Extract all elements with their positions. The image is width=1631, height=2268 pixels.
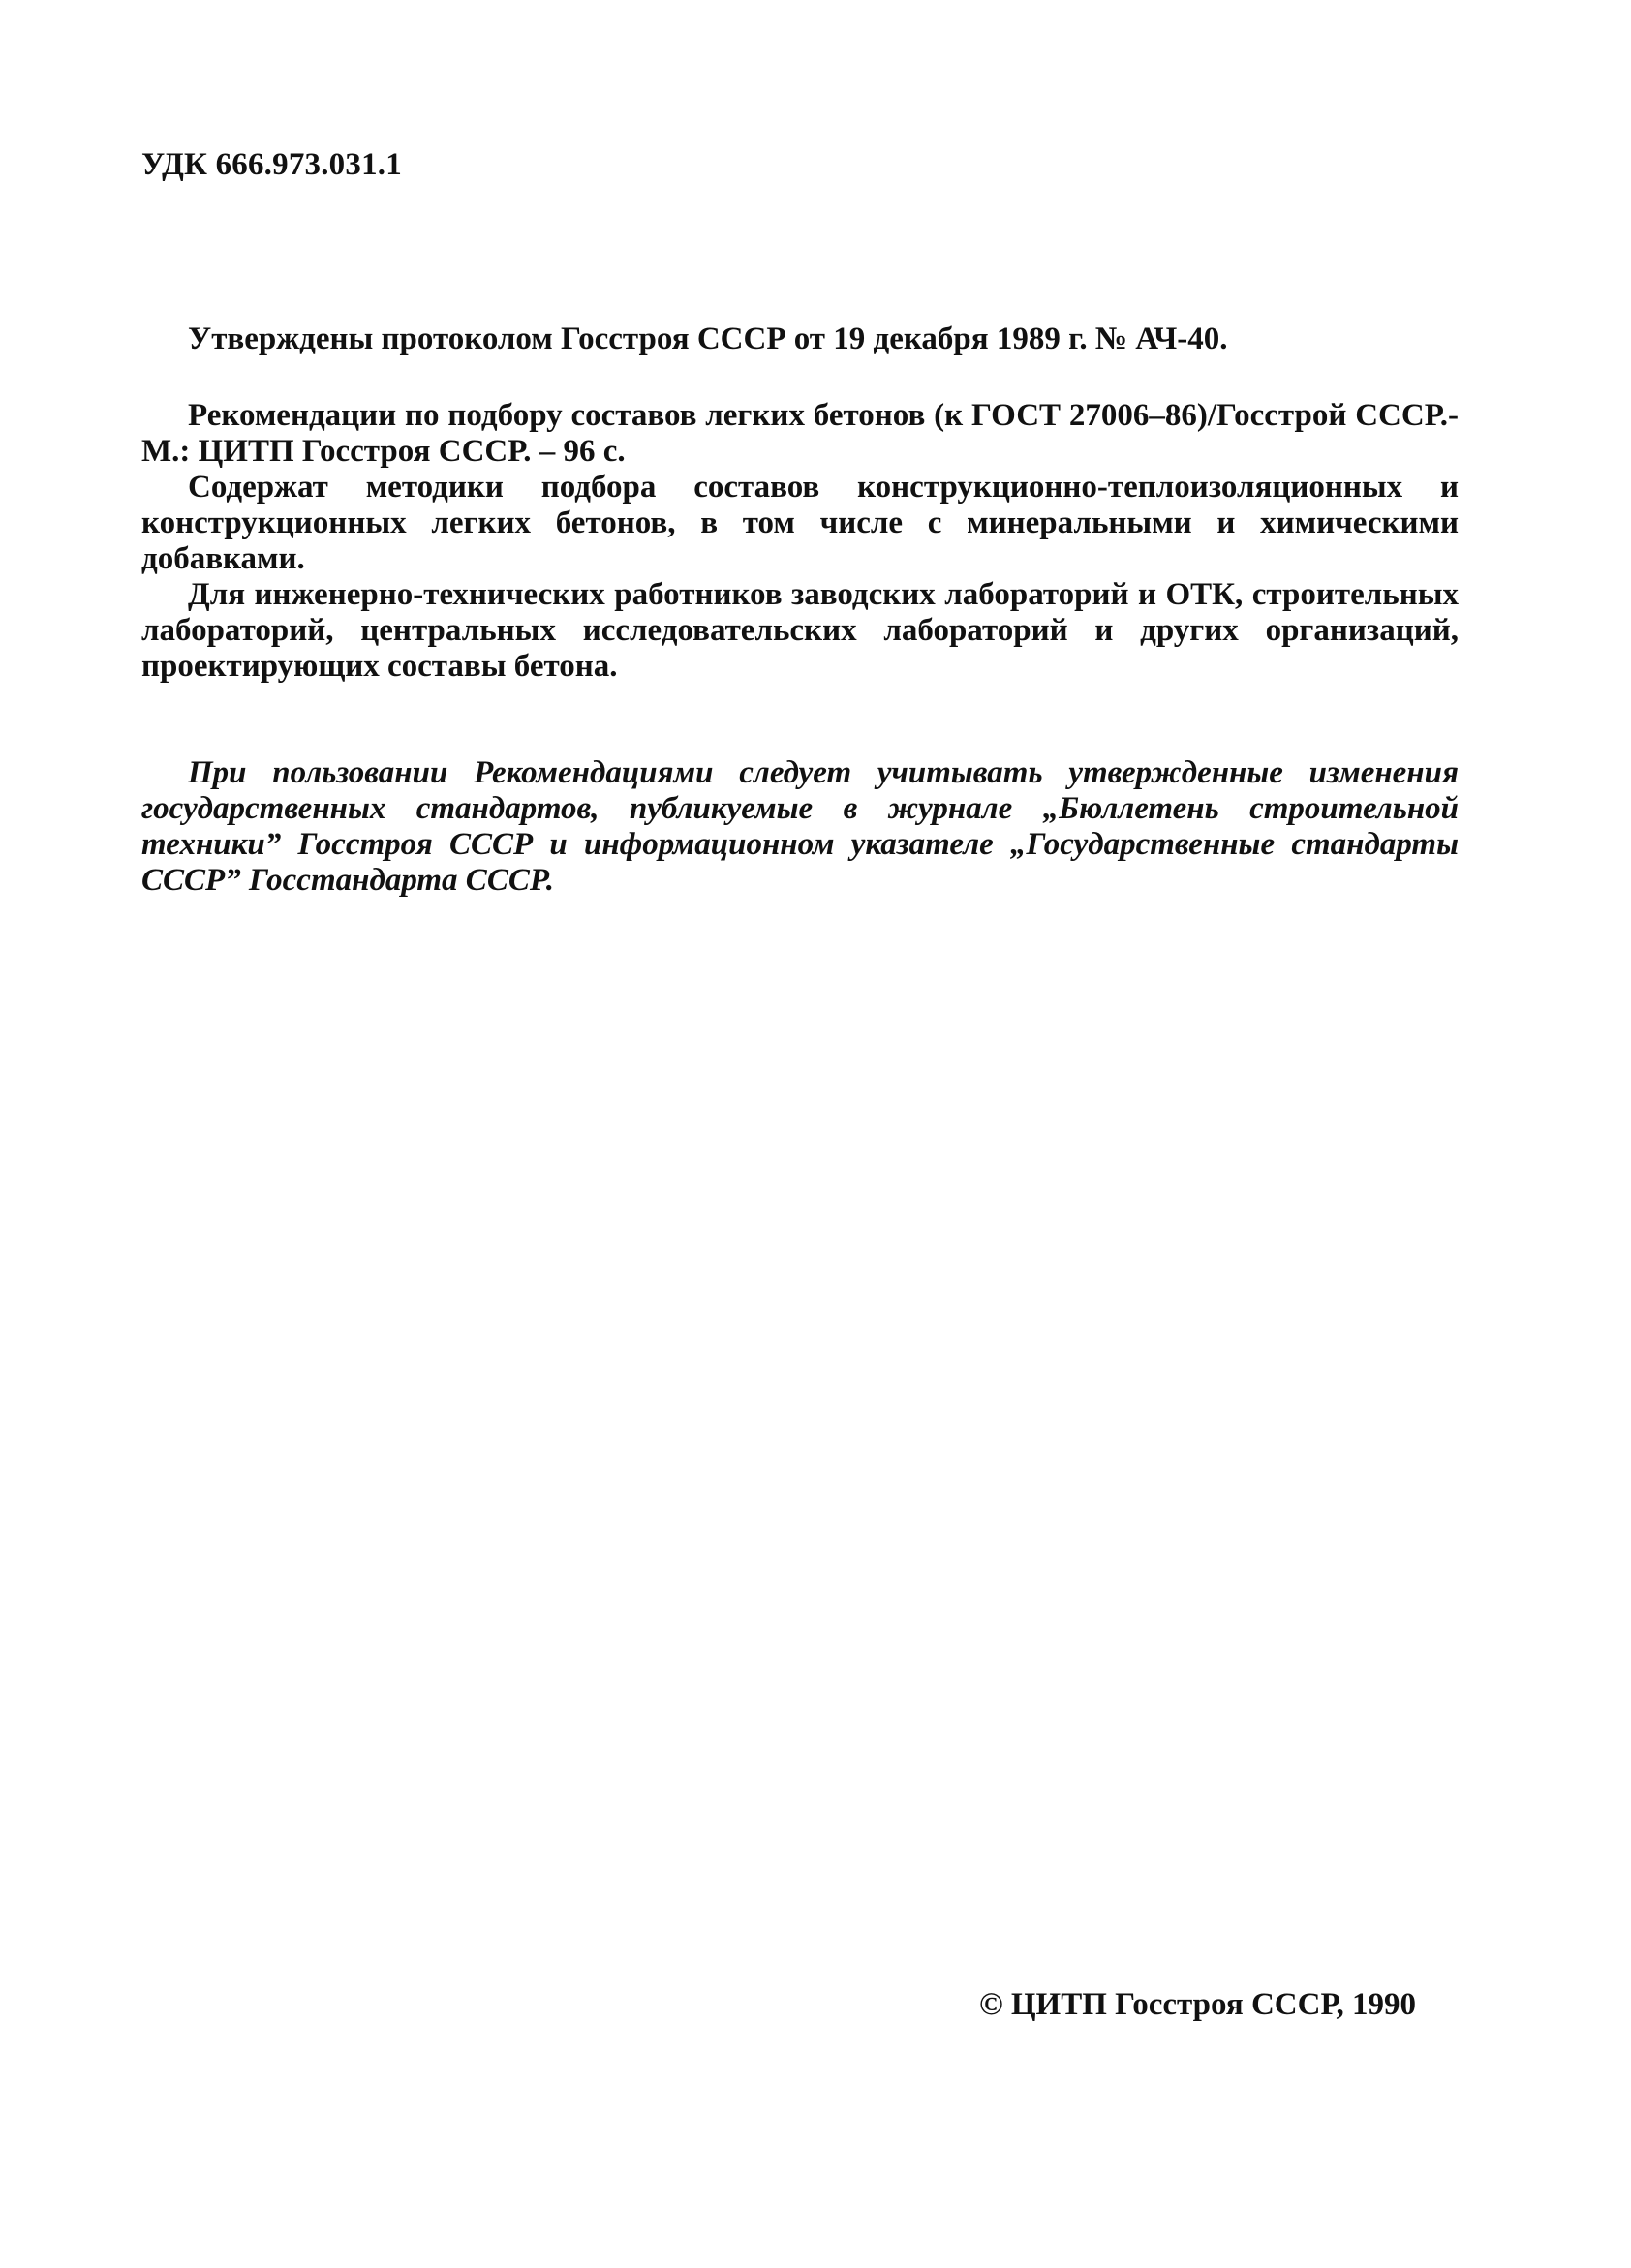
contents-paragraph: Содержат методики подбора составов конструкционно-теплоизоляционных и конструкционных легких бетонов, в том числе с минеральными и химическими добавками. [141, 470, 1459, 576]
audience-paragraph: Для инженерно-технических работников заводских лабораторий и ОТК, строительных лабораторий, центральных исследовательских лабораторий и других организаций, проектирующих составы бетона. [141, 577, 1459, 684]
udk-code: УДК 666.973.031.1 [141, 147, 402, 182]
abstract-block [141, 398, 1459, 685]
usage-notice: При пользовании Рекомендациями следует учитывать утвержденные изменения государственных стандартов, публикуемые в журнале „Бюллетень строительной техники” Госстроя СССР и информационном указателе „Государственные стандарты СССР” Госстандарта СССР. [141, 755, 1459, 898]
citation-paragraph: Рекомендации по подбору составов легких бетонов (к ГОСТ 27006–86)/Госстрой СССР.-М.: ЦИТП Госстроя СССР. – 96 с. [141, 398, 1459, 469]
approval-note: Утверждены протоколом Госстроя СССР от 19 декабря 1989 г. № АЧ-40. [188, 322, 1228, 356]
copyright-line: © ЦИТП Госстроя СССР, 1990 [978, 1987, 1416, 2022]
